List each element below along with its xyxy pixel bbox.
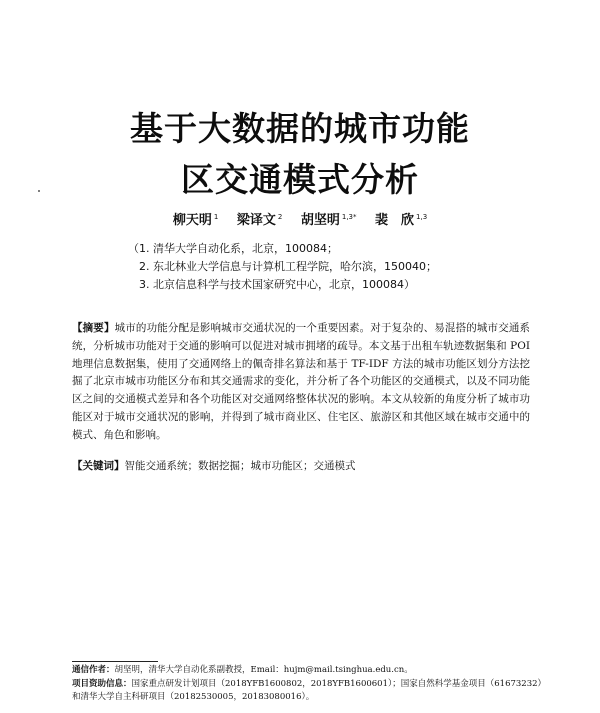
author — [237, 213, 282, 228]
author-affil-mark: 1 — [213, 212, 219, 221]
funding-label: 项目资助信息： — [72, 678, 132, 689]
funding-note-continued: 和清华大学自主科研项目（20182530005，20183080016）。 — [72, 692, 315, 702]
author — [301, 213, 357, 228]
author-affil-mark: 1,3* — [341, 212, 357, 221]
affiliation-list — [128, 240, 437, 294]
author — [375, 213, 427, 228]
correspondence-label: 通信作者： — [72, 665, 115, 675]
correspondence-note — [72, 664, 552, 678]
author-name: 裴 欣 — [375, 213, 415, 228]
author-affil-mark: 2 — [277, 212, 283, 221]
keywords-label: 【关键词】 — [72, 460, 125, 472]
footnotes — [72, 664, 552, 705]
title-line-2: 区交通模式分析 — [181, 160, 419, 199]
correspondence-text: 胡坚明，清华大学自动化系副教授，Email：hujm@mail.tsinghua.edu.cn。 — [114, 665, 413, 675]
title-line-1: 基于大数据的城市功能 — [130, 109, 470, 148]
author-name: 胡坚明 — [300, 213, 340, 228]
author-name: 柳天明 — [172, 213, 212, 228]
funding-text: 国家重点研发计划项目（2018YFB1600802，2018YFB1600601）；国家自然科学基金项目（61673232） — [131, 678, 547, 689]
abstract-text: 城市的功能分配是影响城市交通状况的一个重要因素。对于复杂的、易混搭的城市交通系统，分析城市功能对于交通的影响可以促进对城市拥堵的疏导。本文基于出租车轨迹数据集和 POI 地理信息数据集，使用了交通网络上的佩奇排名算法和基于 TF-IDF 方法的城市功能区划分方法挖掘了北京市城市功能区分布和其交通需求的变化，并分析了各个功能区的交通模式，以及不同功能区之间的交通模式差异和各个功能区对交通网络整体状况的影响。本文从较新的角度分析了城市功能区对于城市交通状况的影响，并得到了城市商业区、住宅区、旅游区和其他区域在城市交通中的模式、角色和影响。 — [72, 322, 531, 441]
author-name: 梁译文 — [236, 213, 276, 228]
footnote-divider — [72, 661, 158, 662]
affiliation: 2. 东北林业大学信息与计算机工程学院，哈尔滨，150040； — [128, 260, 437, 273]
keywords-text: 智能交通系统；数据挖掘；城市功能区；交通模式 — [124, 460, 356, 472]
affiliation: （1. 清华大学自动化系，北京，100084； — [128, 242, 338, 255]
affiliation: 3. 北京信息科学与技术国家研究中心，北京，100084） — [128, 278, 415, 291]
author-affil-mark: 1,3 — [416, 212, 428, 221]
author-list — [0, 209, 600, 228]
keywords — [72, 458, 530, 476]
abstract-label: 【摘要】 — [72, 322, 115, 334]
abstract — [72, 320, 530, 445]
funding-note — [72, 678, 552, 692]
author — [173, 213, 218, 228]
